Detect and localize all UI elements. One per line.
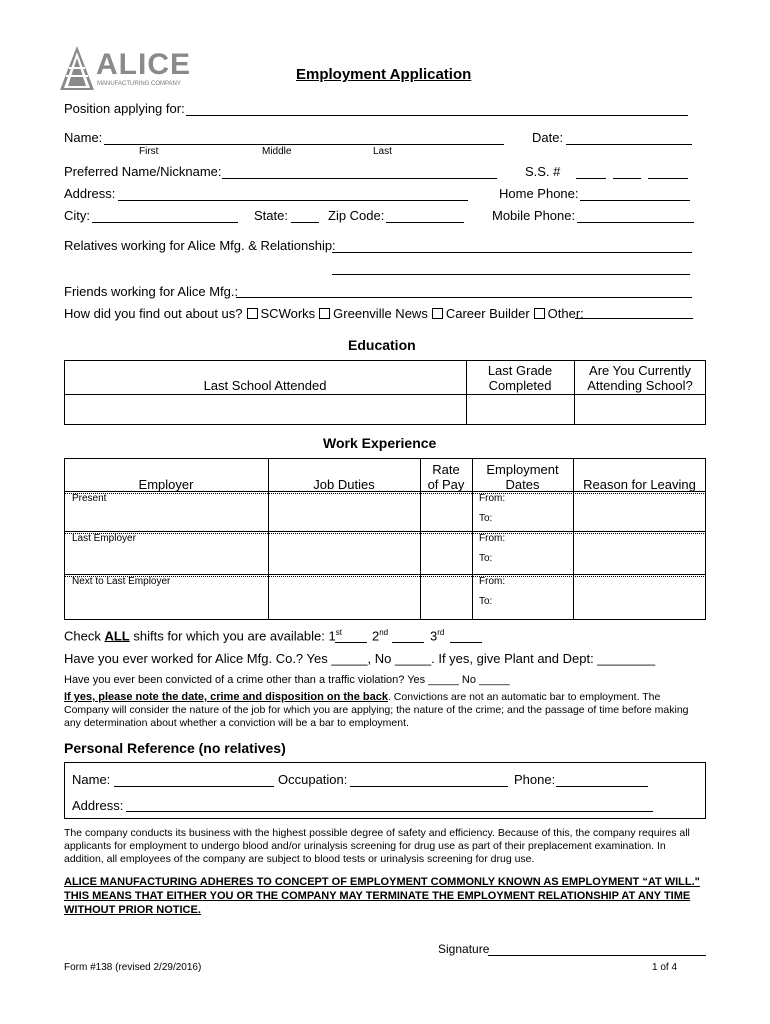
zip-label: Zip Code: bbox=[328, 208, 385, 223]
shifts-post: shifts for which you are available: 1 bbox=[129, 628, 336, 644]
education-col-grade-b: Completed bbox=[488, 378, 552, 393]
reference-address-field[interactable] bbox=[126, 811, 653, 812]
logo-mark-icon bbox=[60, 46, 94, 92]
work-row-present: Present bbox=[72, 493, 107, 504]
work-row-last: Last Employer bbox=[72, 533, 136, 544]
work-to-1: To: bbox=[479, 513, 493, 524]
mobile-field[interactable] bbox=[577, 222, 694, 223]
city-field[interactable] bbox=[92, 222, 238, 223]
shift-1-field[interactable] bbox=[335, 642, 367, 643]
work-from-3: From: bbox=[479, 576, 506, 587]
work-col-dates-b: Dates bbox=[505, 477, 540, 492]
city-label: City: bbox=[64, 208, 90, 223]
work-to-3: To: bbox=[479, 596, 493, 607]
work-col-rate-a: Rate bbox=[432, 462, 460, 477]
form-number: Form #138 (revised 2/29/2016) bbox=[64, 962, 202, 973]
ss-field-3[interactable] bbox=[648, 178, 688, 179]
address-field[interactable] bbox=[118, 200, 468, 201]
state-field[interactable] bbox=[291, 222, 319, 223]
position-label: Position applying for: bbox=[64, 101, 185, 116]
work-from-1: From: bbox=[479, 493, 506, 504]
worked-question: Have you ever worked for Alice Mfg. Co.? Yes _____, No _____. If yes, give Plant and Dept: ________ bbox=[64, 651, 656, 666]
reference-heading: Personal Reference (no relatives) bbox=[64, 740, 286, 756]
home-phone-label: Home Phone: bbox=[499, 186, 579, 201]
shift-3-field[interactable] bbox=[450, 642, 482, 643]
shifts-row bbox=[64, 628, 342, 643]
reference-name-field[interactable] bbox=[114, 786, 274, 787]
shifts-rd: rd bbox=[437, 628, 445, 637]
work-from-2: From: bbox=[479, 533, 506, 544]
at-will-paragraph: ALICE MANUFACTURING ADHERES TO CONCEPT OF EMPLOYMENT COMMONLY KNOWN AS EMPLOYMENT “AT WILL." THIS MEANS THAT EITHER YOU OR THE COMPANY MAY TERMINATE THE EMPLOYMENT RELATIONSHIP AT ANY TIME WITHOUT PRIOR NOTICE. bbox=[64, 876, 700, 916]
education-col-attending-a: Are You Currently bbox=[589, 363, 691, 378]
work-row-divider-1 bbox=[64, 531, 706, 532]
reference-occupation-label: Occupation: bbox=[278, 772, 348, 787]
found-question: How did you find out about us? bbox=[64, 306, 243, 321]
shift-2-label: 2nd bbox=[372, 628, 389, 644]
ss-label: S.S. # bbox=[525, 164, 561, 179]
work-col-reason: Reason for Leaving bbox=[583, 477, 696, 492]
mobile-label: Mobile Phone: bbox=[492, 208, 576, 223]
middle-label: Middle bbox=[262, 146, 292, 157]
work-row-next: Next to Last Employer bbox=[72, 576, 171, 587]
friends-field[interactable] bbox=[236, 297, 692, 298]
relatives-field-2[interactable] bbox=[332, 274, 690, 275]
state-label: State: bbox=[254, 208, 288, 223]
convicted-question: Have you ever been convicted of a crime other than a traffic violation? Yes _____ No _____ bbox=[64, 674, 510, 686]
other-field[interactable] bbox=[575, 318, 693, 319]
shift-3-label: 3rd bbox=[430, 628, 445, 644]
preferred-label: Preferred Name/Nickname: bbox=[64, 164, 222, 179]
last-label: Last bbox=[373, 146, 392, 157]
education-attending-cell[interactable] bbox=[575, 395, 705, 424]
work-col-employer: Employer bbox=[138, 477, 194, 492]
work-to-2: To: bbox=[479, 553, 493, 564]
logo-name: ALICE bbox=[96, 48, 191, 81]
other-label: Other: bbox=[547, 306, 584, 321]
work-row-divider-2 bbox=[64, 574, 706, 575]
signature-field[interactable] bbox=[488, 955, 706, 956]
name-field[interactable] bbox=[104, 144, 504, 145]
scworks-label: SCWorks bbox=[260, 306, 316, 321]
greenville-news-label: Greenville News bbox=[333, 306, 428, 321]
ss-field-2[interactable] bbox=[613, 178, 641, 179]
work-dotted-2 bbox=[64, 533, 706, 534]
career-builder-checkbox[interactable] bbox=[432, 308, 443, 319]
logo-sub: MANUFACTURING COMPANY bbox=[97, 81, 181, 87]
work-col-dates-a: Employment bbox=[486, 462, 559, 477]
date-label: Date: bbox=[532, 130, 564, 145]
shifts-pre: Check bbox=[64, 628, 105, 644]
education-col-grade-a: Last Grade bbox=[487, 363, 553, 378]
education-col-school: Last School Attended bbox=[203, 378, 327, 393]
position-field[interactable] bbox=[186, 115, 688, 116]
safety-paragraph: The company conducts its business with the highest possible degree of safety and efficiency. Because of this, the company requires all applicants for employment to undergo blood and/or urinalysis screening for drug use as part of their preplacement examination. In addition, all employees of the company are subject to blood tests or urinalysis screening for drug use. bbox=[64, 827, 690, 865]
preferred-field[interactable] bbox=[222, 178, 497, 179]
conviction-bold: If yes, please note the date, crime and disposition on the back bbox=[64, 691, 388, 703]
education-heading: Education bbox=[348, 337, 416, 353]
conviction-text: . Convictions are not an automatic bar to employment. The Company will consider the nature of the job for which you are applying; the nature of the crime; and the passage of time before making any determination about whether a conviction will be a bar to employment. bbox=[64, 691, 689, 729]
work-heading: Work Experience bbox=[323, 435, 437, 451]
logo bbox=[60, 46, 191, 94]
signature-label: Signature bbox=[438, 942, 490, 956]
friends-label: Friends working for Alice Mfg.: bbox=[64, 284, 239, 299]
work-col-rate-b: of Pay bbox=[427, 477, 465, 492]
conviction-paragraph bbox=[64, 691, 694, 730]
work-dotted-1 bbox=[64, 493, 706, 494]
ss-field-1[interactable] bbox=[576, 178, 606, 179]
home-phone-field[interactable] bbox=[580, 200, 690, 201]
education-col-attending-b: Attending School? bbox=[587, 378, 693, 393]
shifts-all: ALL bbox=[104, 628, 130, 644]
shifts-st: st bbox=[335, 628, 342, 637]
other-checkbox[interactable] bbox=[534, 308, 545, 319]
reference-address-label: Address: bbox=[72, 798, 124, 813]
education-grade-cell[interactable] bbox=[467, 395, 573, 424]
greenville-news-checkbox[interactable] bbox=[319, 308, 330, 319]
page-number: 1 of 4 bbox=[652, 962, 678, 973]
name-label: Name: bbox=[64, 130, 103, 145]
relatives-label: Relatives working for Alice Mfg. & Relationship: bbox=[64, 238, 336, 253]
address-label: Address: bbox=[64, 186, 116, 201]
reference-name-label: Name: bbox=[72, 772, 111, 787]
shifts-nd: nd bbox=[379, 628, 389, 637]
page-title: Employment Application bbox=[296, 66, 472, 83]
education-school-cell[interactable] bbox=[65, 395, 465, 424]
reference-phone-field[interactable] bbox=[556, 786, 648, 787]
zip-field[interactable] bbox=[386, 222, 464, 223]
relatives-field-1[interactable] bbox=[332, 252, 692, 253]
shift-2-field[interactable] bbox=[392, 642, 424, 643]
scworks-checkbox[interactable] bbox=[247, 308, 258, 319]
career-builder-label: Career Builder bbox=[445, 306, 530, 321]
found-row bbox=[64, 306, 584, 321]
reference-occupation-field[interactable] bbox=[350, 786, 508, 787]
first-label: First bbox=[139, 146, 159, 157]
date-field[interactable] bbox=[566, 144, 692, 145]
reference-phone-label: Phone: bbox=[514, 772, 556, 787]
work-col-duties: Job Duties bbox=[313, 477, 375, 492]
